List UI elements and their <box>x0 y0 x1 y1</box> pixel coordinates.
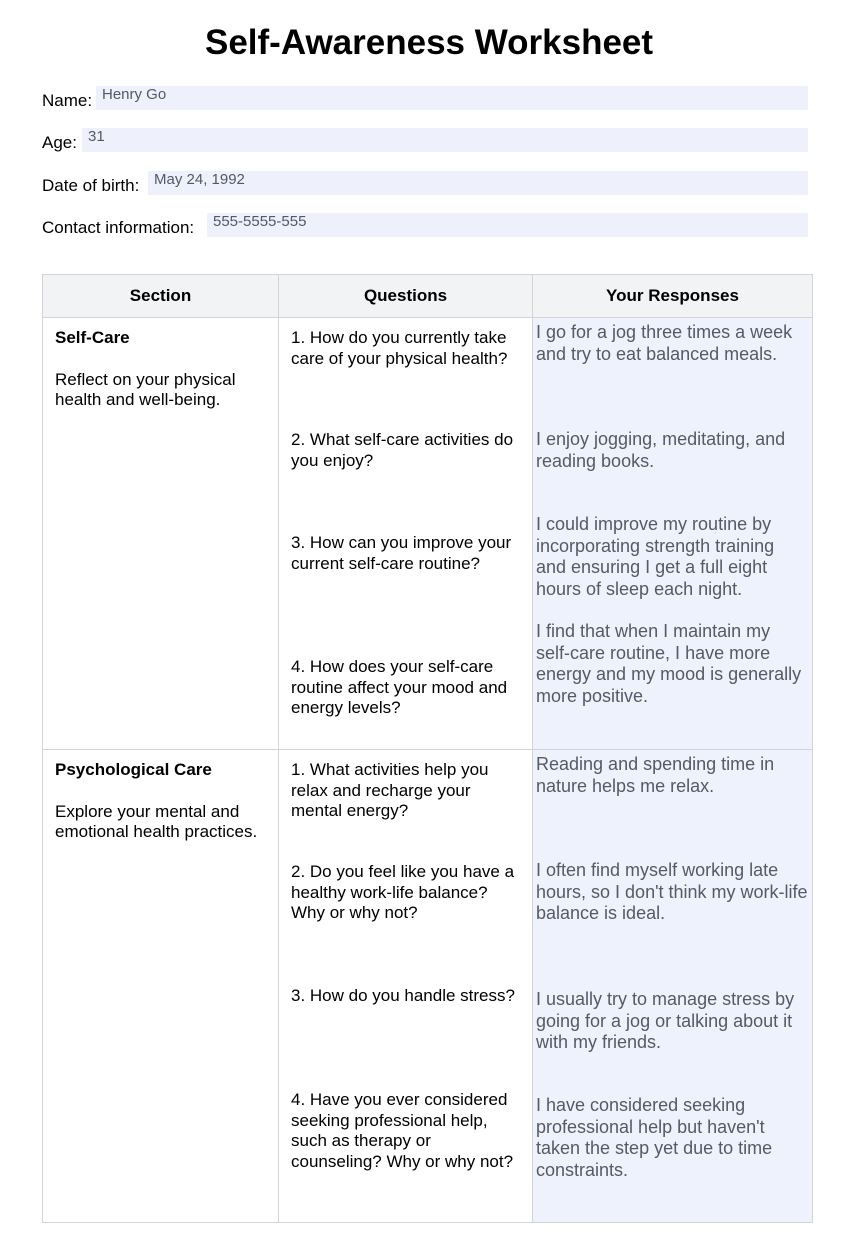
response-text[interactable]: I could improve my routine by incorporating strength training and ensuring I get a full eight hours of sleep each night. <box>536 514 775 599</box>
question-text: 2. Do you feel like you have a healthy work-life balance? Why or why not? <box>291 862 515 922</box>
name-label: Name: <box>42 91 93 110</box>
response-text[interactable]: I go for a jog three times a week and try to eat balanced meals. <box>536 322 793 364</box>
dob-field <box>42 171 808 195</box>
questions-cell <box>279 318 533 750</box>
response-text[interactable]: I find that when I maintain my self-care routine, I have more energy and my mood is generally more positive. <box>536 621 802 706</box>
header-section: Section <box>43 275 279 318</box>
contact-label: Contact information: <box>42 218 195 237</box>
table-header-row <box>43 275 813 318</box>
section-title: Psychological Care <box>55 760 212 779</box>
section-title: Self-Care <box>55 328 130 347</box>
responses-cell <box>533 318 813 750</box>
age-input[interactable]: 31 <box>82 128 808 152</box>
table-row-psychological-care <box>43 750 813 1223</box>
header-questions: Questions <box>279 275 533 318</box>
section-cell <box>43 750 279 1223</box>
response-text[interactable]: I usually try to manage stress by going for a jog or talking about it with my friends. <box>536 989 795 1052</box>
response-text[interactable]: I have considered seeking professional help but haven't taken the step yet due to time constraints. <box>536 1095 773 1180</box>
contact-input[interactable]: 555-5555-555 <box>207 213 808 237</box>
name-input[interactable]: Henry Go <box>96 86 808 110</box>
question-text: 4. Have you ever considered seeking professional help, such as therapy or counseling? Why or why not? <box>291 1090 514 1171</box>
response-text[interactable]: Reading and spending time in nature helps me relax. <box>536 754 775 796</box>
response-text[interactable]: I enjoy jogging, meditating, and reading books. <box>536 429 786 471</box>
question-text: 4. How does your self-care routine affect your mood and energy levels? <box>291 657 508 717</box>
question-text: 3. How can you improve your current self-care routine? <box>291 533 512 573</box>
age-field <box>42 128 808 152</box>
question-text: 2. What self-care activities do you enjoy? <box>291 430 514 470</box>
section-description: Explore your mental and emotional health practices. <box>55 801 258 841</box>
questions-cell <box>279 750 533 1223</box>
worksheet-table <box>42 274 813 1223</box>
table-row-self-care <box>43 318 813 750</box>
dob-input[interactable]: May 24, 1992 <box>148 171 808 195</box>
section-description: Reflect on your physical health and well-being. <box>55 369 236 409</box>
page-title: Self-Awareness Worksheet <box>204 23 654 62</box>
question-text: 1. How do you currently take care of your physical health? <box>291 328 508 368</box>
response-text[interactable]: I often find myself working late hours, so I don't think my work-life balance is ideal. <box>536 860 808 923</box>
header-responses: Your Responses <box>533 275 813 318</box>
name-field <box>42 86 808 110</box>
question-text: 1. What activities help you relax and recharge your mental energy? <box>291 760 489 820</box>
question-text: 3. How do you handle stress? <box>291 986 515 1005</box>
age-label: Age: <box>42 133 77 152</box>
dob-label: Date of birth: <box>42 176 140 195</box>
contact-field <box>42 213 808 237</box>
section-cell <box>43 318 279 750</box>
responses-cell <box>533 750 813 1223</box>
